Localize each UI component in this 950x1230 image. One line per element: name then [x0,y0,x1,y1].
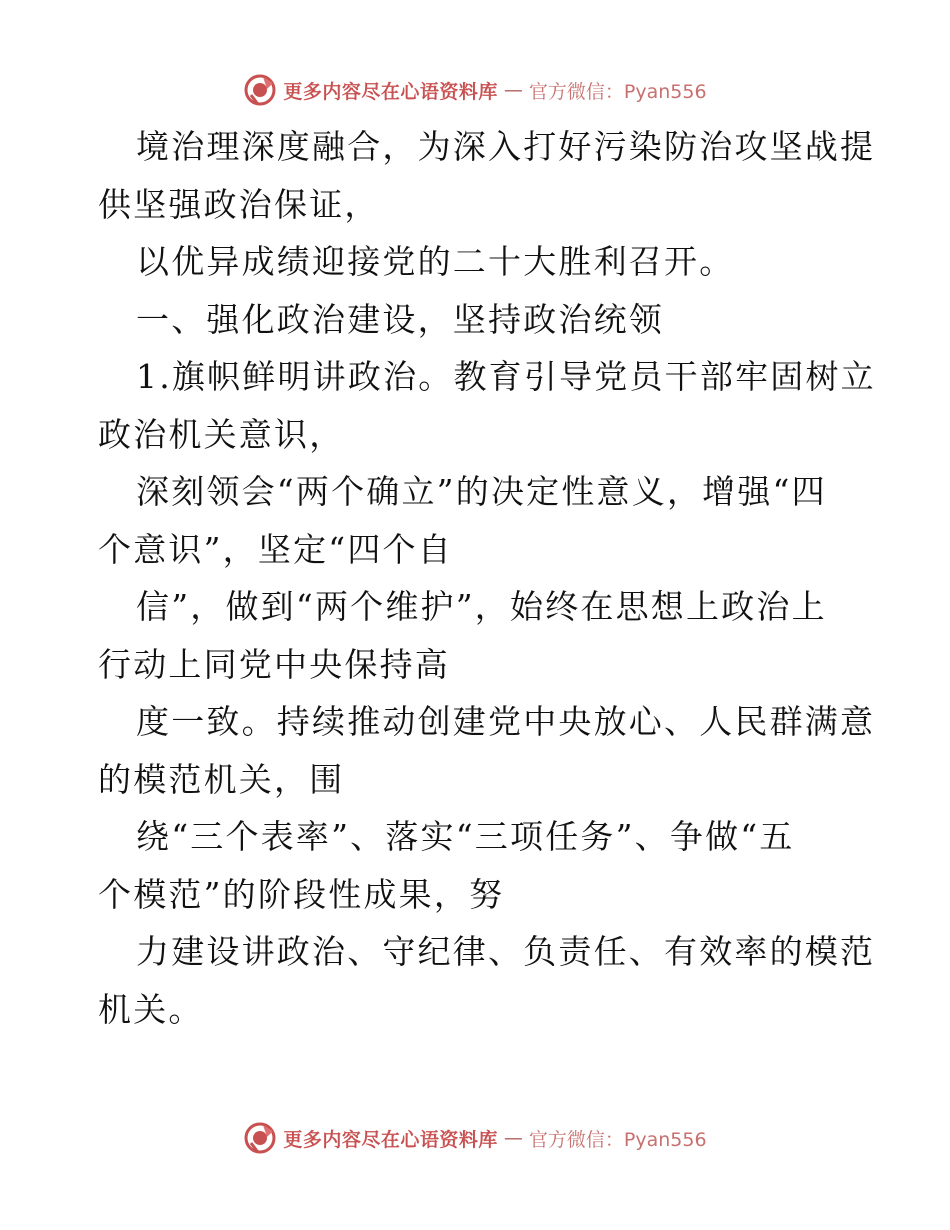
banner-separator: — [503,1127,523,1149]
logo-icon [243,1121,277,1155]
body-line: 政治机关意识， [98,414,345,454]
body-line: 绕“三个表率”、落实“三项任务”、争做“五 [136,817,795,856]
body-line: 信”，做到“两个维护”，始终在思想上政治上 [136,587,827,626]
header-banner [0,70,950,110]
body-line: 供坚强政治保证， [98,184,380,224]
body-line: 行动上同党中央保持高 [98,644,450,684]
logo-icon [243,73,277,107]
banner-contact: 官方微信：Pyan556 [528,80,707,103]
body-line: 境治理深度融合，为深入打好污染防治攻坚战提 [136,127,876,166]
body-line: 1.旗帜鲜明讲政治。教育引导党员干部牢固树立 [136,357,876,396]
body-line: 力建设讲政治、守纪律、负责任、有效率的模范 [136,932,876,971]
document-body [98,118,876,1038]
body-line: 个意识”，坚定“四个自 [98,529,453,569]
banner-title: 更多内容尽在心语资料库 [283,1128,498,1151]
body-line: 个模范”的阶段性成果，努 [98,874,505,914]
body-line: 度一致。持续推动创建党中央放心、人民群满意 [136,702,876,741]
body-line: 深刻领会“两个确立”的决定性意义，增强“四 [136,472,827,511]
body-line: 以优异成绩迎接党的二十大胜利召开。 [136,242,735,281]
banner-separator: — [503,79,523,101]
body-line: 机关。 [98,989,204,1029]
banner-title: 更多内容尽在心语资料库 [283,80,498,103]
body-line: 的模范机关，围 [98,759,345,799]
banner-contact: 官方微信：Pyan556 [528,1128,707,1151]
section-heading: 一、强化政治建设，坚持政治统领 [136,299,664,339]
footer-banner [0,1118,950,1158]
